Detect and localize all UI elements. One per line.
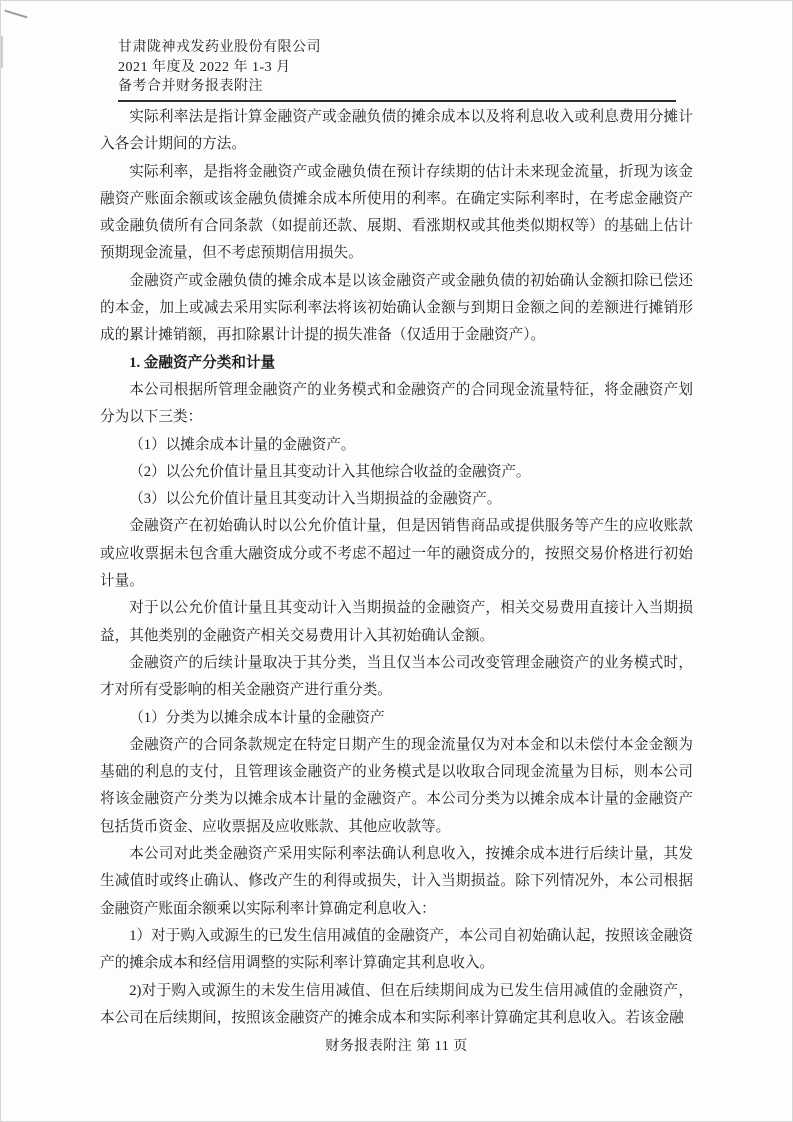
paragraph-amortized-cost-criteria: 金融资产的合同条款规定在特定日期产生的现金流量仅为对本金和以未偿付本金金额为基础的利息的支付，且管理该金融资产的业务模式是以收取合同现金流量为目标，则本公司将该金融资产分类为以摊余成本计量的金融资产。本公司分类为以摊余成本计量的金融资产包括货币资金、应收票据及应收账款、其他应收款等。: [100, 736, 693, 835]
page-footer: [0, 1038, 793, 1056]
paragraph-effective-interest-method: 实际利率法是指计算金融资产或金融负债的摊余成本以及将利息收入或利息费用分摊计入各会计期间的方法。: [100, 109, 693, 153]
list-item-amortized-cost-classification: （1）分类为以摊余成本计量的金融资产: [129, 709, 385, 726]
paragraph-classification-intro: 本公司根据所管理金融资产的业务模式和金融资产的合同现金流量特征，将金融资产划分为以下三类：: [100, 381, 693, 426]
report-period: 2021 年度及 2022 年 1-3 月: [118, 59, 291, 75]
paragraph-initial-measurement: 金融资产在初始确认时以公允价值计量，但是因销售商品或提供服务等产生的应收账款或应收票据未包含重大融资成分或不考虑不超过一年的融资成分的，按照交易价格进行初始计量。: [100, 518, 693, 590]
paragraph-subsequent-measurement: 金融资产的后续计量取决于其分类，当且仅当本公司改变管理金融资产的业务模式时，才对所有受影响的相关金融资产进行重分类。: [100, 654, 693, 699]
document-title: 备考合并财务报表附注: [118, 79, 263, 94]
paragraph-effective-interest-rate: 实际利率，是指将金融资产或金融负债在预计存续期的估计未来现金流量，折现为该金融资产账面余额或该金融负债摊余成本所使用的利率。在确定实际利率时，在考虑金融资产或金融负债所有合同条款（如提前还款、展期、看涨期权或其他类似期权等）的基础上估计预期现金流量，但不考虑预期信用损失。: [100, 163, 693, 262]
list-item-credit-impaired-purchased: 1）对于购入或源生的已发生信用减值的金融资产，本公司自初始确认起，按照该金融资产的摊余成本和经信用调整的实际利率计算确定其利息收入。: [100, 927, 693, 972]
paragraph-transaction-costs: 对于以公允价值计量且其变动计入当期损益的金融资产，相关交易费用直接计入当期损益，其他类别的金融资产相关交易费用计入其初始确认金额。: [100, 600, 693, 644]
list-item-category-2: （2）以公允价值计量且其变动计入其他综合收益的金融资产。: [129, 463, 531, 480]
report-header: [118, 38, 676, 102]
company-name: 甘肃陇神戎发药业股份有限公司: [118, 40, 321, 55]
list-item-category-1: （1）以摊余成本计量的金融资产。: [129, 436, 356, 453]
list-item-category-3: （3）以公允价值计量且其变动计入当期损益的金融资产。: [129, 491, 502, 508]
page-number-label: 财务报表附注 第 11 页: [325, 1039, 468, 1054]
document-body: [100, 104, 693, 1036]
scan-artifact-edge: [1, 36, 3, 68]
section-heading-financial-asset-classification: 1. 金融资产分类和计量: [129, 354, 276, 371]
paragraph-interest-income-recognition: 本公司对此类金融资产采用实际利率法确认利息收入，按摊余成本进行后续计量，其发生减值时或终止确认、修改产生的利得或损失，计入当期损益。除下列情况外，本公司根据金融资产账面余额乘以实际利率计算确定利息收入：: [100, 846, 693, 917]
scan-artifact-mark: [4, 10, 28, 19]
list-item-credit-impaired-subsequent: 2)对于购入或源生的未发生信用减值、但在后续期间成为已发生信用减值的金融资产，本公司在后续期间，按照该金融资产的摊余成本和实际利率计算确定其利息收入。若该金融: [100, 982, 693, 1026]
paragraph-amortized-cost-definition: 金融资产或金融负债的摊余成本是以该金融资产或金融负债的初始确认金额扣除已偿还的本金，加上或减去采用实际利率法将该初始确认金额与到期日金额之间的差额进行摊销形成的累计摊销额，再扣除累计计提的损失准备（仅适用于金融资产）。: [100, 272, 693, 344]
